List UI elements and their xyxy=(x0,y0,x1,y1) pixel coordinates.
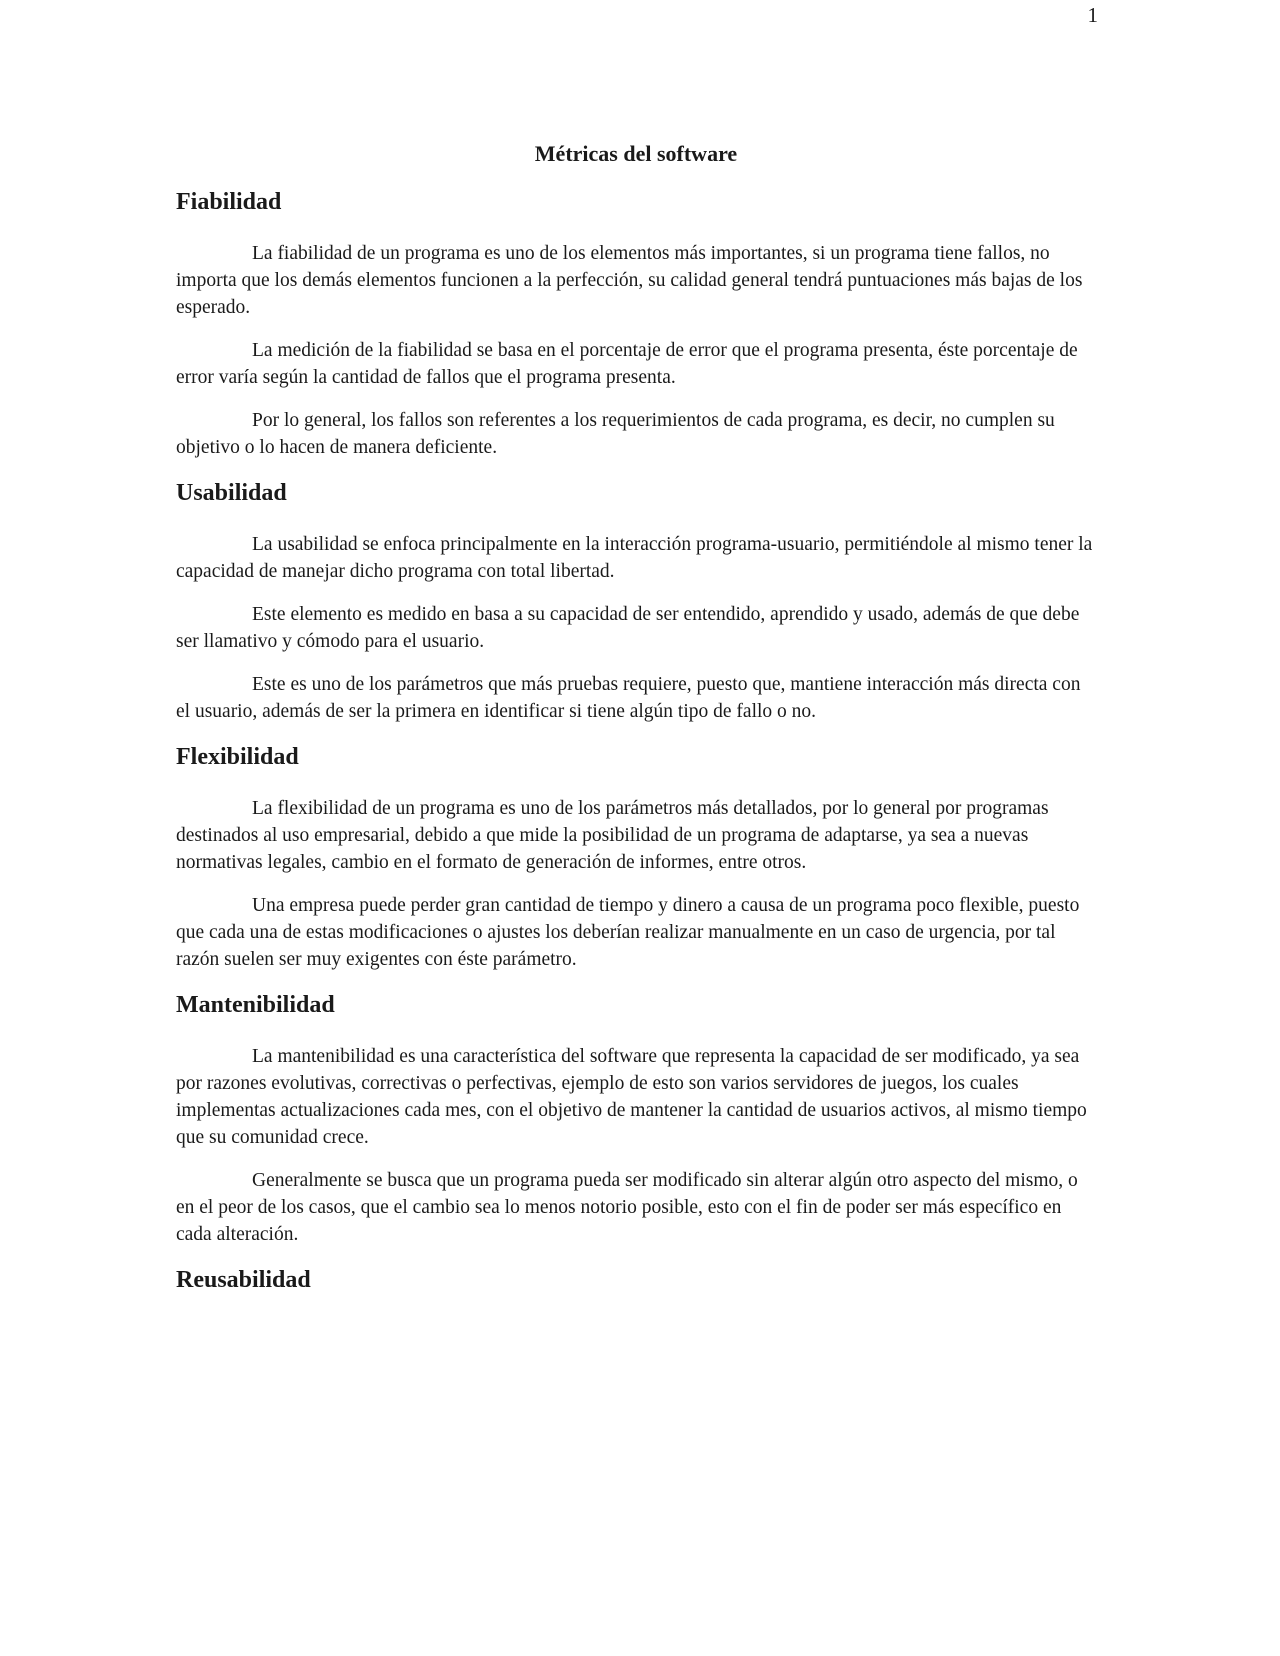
section-heading: Mantenibilidad xyxy=(176,992,335,1018)
section-heading: Reusabilidad xyxy=(176,1267,311,1293)
paragraph: La mantenibilidad es una característica del software que representa la capacidad de ser modificado, ya sea por razones evolutivas, correctivas o perfectivas, ejemplo de esto son varios servidores de juegos, los cuales implementas actualizaciones cada mes, con el objetivo de mantener la cantidad de usuarios activos, al mismo tiempo que su comunidad crece. xyxy=(176,1046,1087,1148)
document-title: Métricas del software xyxy=(534,141,738,166)
paragraph: Por lo general, los fallos son referentes a los requerimientos de cada programa, es decir, no cumplen su objetivo o lo hacen de manera deficiente. xyxy=(176,410,1055,458)
paragraph: Una empresa puede perder gran cantidad de tiempo y dinero a causa de un programa poco flexible, puesto que cada una de estas modificaciones o ajustes los deberían realizar manualmente en un caso de urgencia, por tal razón suelen ser muy exigentes con éste parámetro. xyxy=(176,895,1080,970)
paragraph: Este elemento es medido en basa a su capacidad de ser entendido, aprendido y usado, además de que debe ser llamativo y cómodo para el usuario. xyxy=(176,604,1080,652)
section-reusabilidad xyxy=(176,1264,1096,1296)
paragraph: Generalmente se busca que un programa pueda ser modificado sin alterar algún otro aspecto del mismo, o en el peor de los casos, que el cambio sea lo menos notorio posible, esto con el fin de poder ser más específico en cada alteración. xyxy=(176,1170,1078,1245)
section-usabilidad xyxy=(176,477,1096,725)
section-heading: Usabilidad xyxy=(176,480,287,506)
section-heading: Fiabilidad xyxy=(176,189,282,215)
paragraph: La flexibilidad de un programa es uno de los parámetros más detallados, por lo general por programas destinados al uso empresarial, debido a que mide la posibilidad de un programa de adaptarse, ya sea a nuevas normativas legales, cambio en el formato de generación de informes, entre otros. xyxy=(176,798,1049,873)
paragraph: Este es uno de los parámetros que más pruebas requiere, puesto que, mantiene interacción más directa con el usuario, además de ser la primera en identificar si tiene algún tipo de fallo o no. xyxy=(176,674,1081,722)
section-fiabilidad xyxy=(176,186,1096,461)
paragraph: La usabilidad se enfoca principalmente en la interacción programa-usuario, permitiéndole al mismo tener la capacidad de manejar dicho programa con total libertad. xyxy=(176,534,1093,582)
page-number: 1 xyxy=(1087,3,1098,27)
document-body xyxy=(176,140,1096,1318)
section-mantenibilidad xyxy=(176,989,1096,1248)
section-flexibilidad xyxy=(176,741,1096,973)
section-heading: Flexibilidad xyxy=(176,744,299,770)
paragraph: La medición de la fiabilidad se basa en el porcentaje de error que el programa presenta, éste porcentaje de error varía según la cantidad de fallos que el programa presenta. xyxy=(176,340,1078,388)
paragraph: La fiabilidad de un programa es uno de los elementos más importantes, si un programa tiene fallos, no importa que los demás elementos funcionen a la perfección, su calidad general tendrá puntuaciones más bajas de los esperado. xyxy=(176,243,1083,318)
